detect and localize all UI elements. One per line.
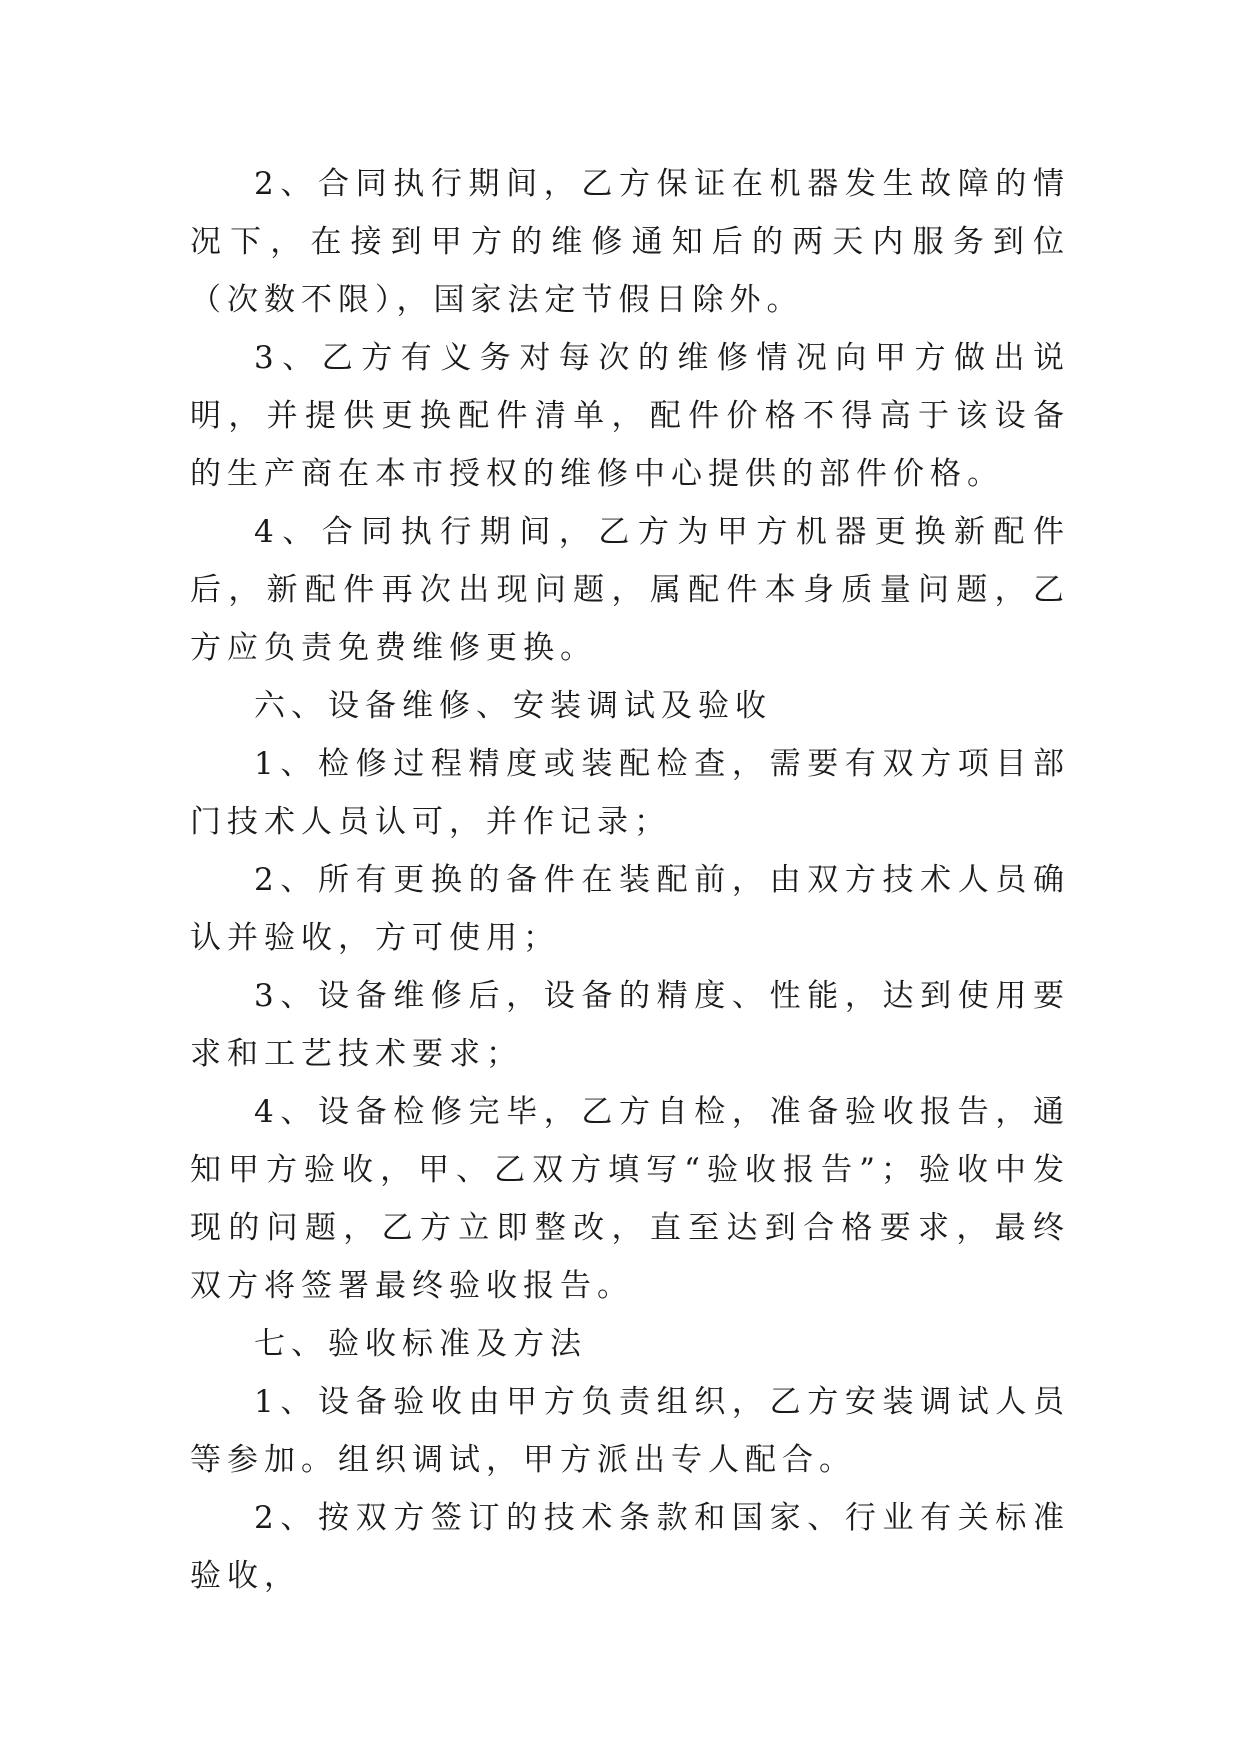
paragraph-clause-2-service: 2、合同执行期间，乙方保证在机器发生故障的情况下，在接到甲方的维修通知后的两天内服务到位（次数不限），国家法定节假日除外。 (190, 166, 1070, 318)
paragraph-six-1-inspection: 1、检修过程精度或装配检查，需要有双方项目部门技术人员认可，并作记录； (190, 746, 1070, 840)
paragraph-six-4-acceptance-report: 4、设备检修完毕，乙方自检，准备验收报告，通知甲方验收，甲、乙双方填写“验收报告”；验收中发现的问题，乙方立即整改，直至达到合格要求，最终双方将签署最终验收报告。 (190, 1094, 1070, 1304)
section-heading-seven: 七、验收标准及方法 (254, 1326, 587, 1362)
section-heading-six: 六、设备维修、安装调试及验收 (254, 688, 772, 724)
paragraph-seven-2-standards: 2、按双方签订的技术条款和国家、行业有关标准验收， (190, 1500, 1070, 1594)
paragraph-seven-1-organization: 1、设备验收由甲方负责组织，乙方安装调试人员等参加。组织调试，甲方派出专人配合。 (190, 1384, 1070, 1478)
paragraph-clause-3-parts-list: 3、乙方有义务对每次的维修情况向甲方做出说明，并提供更换配件清单，配件价格不得高于该设备的生产商在本市授权的维修中心提供的部件价格。 (190, 340, 1070, 492)
document-body (190, 155, 1070, 1605)
paragraph-six-2-spare-parts: 2、所有更换的备件在装配前，由双方技术人员确认并验收，方可使用； (190, 862, 1070, 956)
paragraph-clause-4-replacement: 4、合同执行期间，乙方为甲方机器更换新配件后，新配件再次出现问题，属配件本身质量问题，乙方应负责免费维修更换。 (190, 514, 1070, 666)
paragraph-six-3-precision: 3、设备维修后，设备的精度、性能，达到使用要求和工艺技术要求； (190, 978, 1070, 1072)
